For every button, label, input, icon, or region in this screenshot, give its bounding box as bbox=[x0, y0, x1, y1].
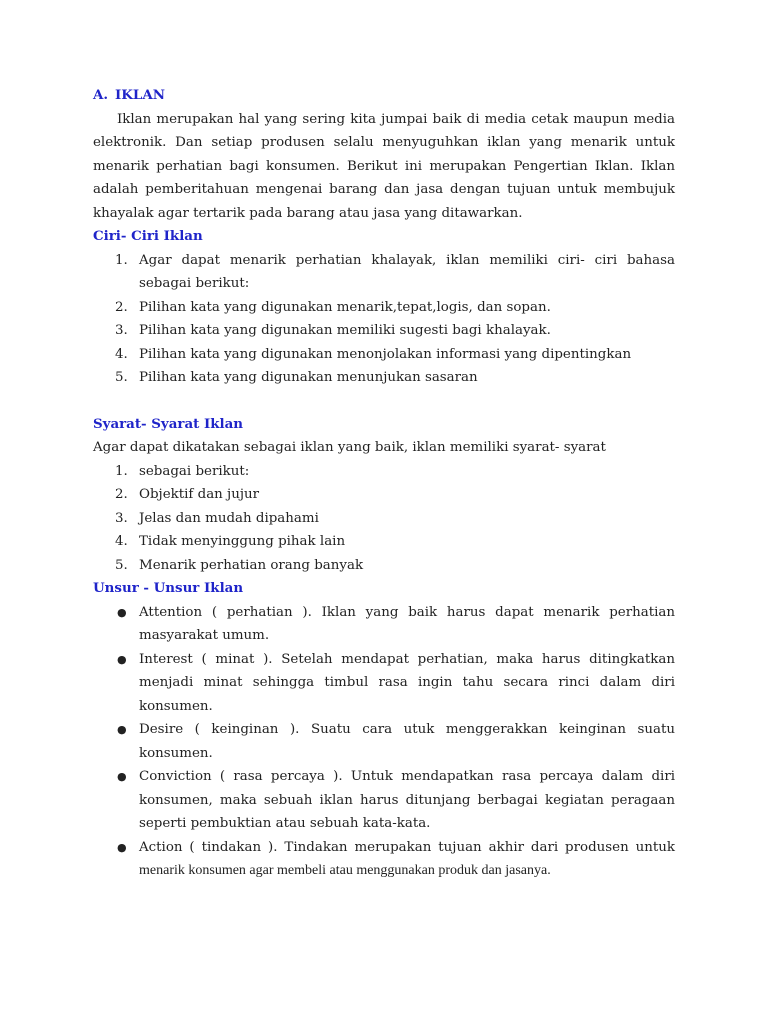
unsur-list bbox=[93, 601, 675, 883]
list-item-text: Menarik perhatian orang banyak bbox=[139, 557, 364, 573]
section-a-paragraph: Iklan merupakan hal yang sering kita jumpai baik di media cetak maupun media elektronik. Dan setiap produsen selalu menyuguhkan iklan yang menarik untuk menarik perhatian bagi konsumen. Berikut ini merupakan Pengertian Iklan. Iklan adalah pemberitahuan mengenai barang dan jasa dengan tujuan untuk membujuk khayalak agar tertarik pada barang atau jasa yang ditawarkan. bbox=[93, 111, 675, 221]
list-item-text: Action ( tindakan ). Tindakan merupakan tujuan akhir dari produsen untuk bbox=[139, 839, 675, 855]
list-item bbox=[93, 718, 675, 765]
section-a-label: A. bbox=[93, 87, 109, 103]
list-item bbox=[93, 530, 675, 554]
list-number: 1. bbox=[115, 463, 128, 479]
list-item-text: Attention ( perhatian ). Iklan yang baik harus dapat menarik perhatian masyarakat umum. bbox=[139, 604, 675, 643]
list-item bbox=[93, 601, 675, 648]
list-item-text: Pilihan kata yang digunakan memiliki sugesti bagi khalayak. bbox=[139, 323, 551, 338]
bullet-icon: ● bbox=[117, 652, 127, 666]
syarat-heading: Syarat- Syarat Iklan bbox=[93, 415, 244, 432]
list-item bbox=[93, 836, 675, 883]
list-item-text: Jelas dan mudah dipahami bbox=[139, 510, 319, 526]
list-item-text: Pilihan kata yang digunakan menunjukan sasaran bbox=[139, 370, 478, 385]
list-number: 2. bbox=[115, 299, 128, 315]
list-item-text: Objektif dan jujur bbox=[139, 487, 260, 502]
list-number: 4. bbox=[115, 346, 128, 362]
list-item bbox=[93, 249, 675, 296]
list-item bbox=[93, 319, 675, 343]
list-item-text: Agar dapat menarik perhatian khalayak, iklan memiliki ciri- ciri bahasa sebagai berikut: bbox=[139, 252, 675, 291]
bullet-icon: ● bbox=[117, 605, 127, 619]
list-item-text: Interest ( minat ). Setelah mendapat perhatian, maka harus ditingkatkan menjadi minat sehingga timbul rasa ingin tahu secara rinci dalam diri konsumen. bbox=[139, 651, 675, 714]
list-number: 5. bbox=[115, 370, 128, 385]
ciri-heading: Ciri- Ciri Iklan bbox=[93, 228, 203, 244]
list-item bbox=[93, 483, 675, 507]
list-item bbox=[93, 460, 675, 484]
bullet-icon: ● bbox=[117, 840, 127, 854]
list-number: 3. bbox=[115, 323, 128, 338]
list-item-text: Pilihan kata yang digunakan menonjolakan informasi yang dipentingkan bbox=[139, 346, 632, 362]
section-a-heading bbox=[93, 84, 675, 108]
list-item-text: Tidak menyinggung pihak lain bbox=[139, 534, 346, 549]
bullet-icon: ● bbox=[117, 723, 127, 736]
spacer bbox=[93, 390, 675, 413]
list-item bbox=[93, 507, 675, 531]
list-item-text: Pilihan kata yang digunakan menarik,tepat,logis, dan sopan. bbox=[139, 299, 551, 315]
list-item-text-tail: menarik konsumen agar membeli atau menggunakan produk dan jasanya. bbox=[139, 863, 551, 878]
list-item bbox=[93, 343, 675, 367]
unsur-heading: Unsur - Unsur Iklan bbox=[93, 580, 244, 596]
list-number: 4. bbox=[115, 534, 128, 549]
syarat-intro: Agar dapat dikatakan sebagai iklan yang baik, iklan memiliki syarat- syarat bbox=[93, 440, 606, 455]
list-item-text: Desire ( keinginan ). Suatu cara utuk menggerakkan keinginan suatu konsumen. bbox=[139, 722, 675, 761]
list-item bbox=[93, 648, 675, 719]
list-number: 1. bbox=[115, 252, 128, 268]
list-number: 2. bbox=[115, 487, 128, 502]
bullet-icon: ● bbox=[117, 770, 127, 783]
document-page bbox=[93, 84, 675, 883]
list-item-text: sebagai berikut: bbox=[139, 463, 250, 479]
list-item bbox=[93, 554, 675, 578]
list-number: 5. bbox=[115, 557, 128, 573]
list-item bbox=[93, 366, 675, 390]
syarat-list bbox=[93, 460, 675, 578]
list-item bbox=[93, 296, 675, 320]
list-item bbox=[93, 765, 675, 836]
ciri-list bbox=[93, 249, 675, 390]
section-a-title: IKLAN bbox=[115, 87, 165, 103]
list-item-text: Conviction ( rasa percaya ). Untuk mendapatkan rasa percaya dalam diri konsumen, maka sebuah iklan harus ditunjang berbagai kegiatan peragaan seperti pembuktian atau sebuah kata-kata. bbox=[139, 769, 675, 831]
list-number: 3. bbox=[115, 510, 128, 526]
